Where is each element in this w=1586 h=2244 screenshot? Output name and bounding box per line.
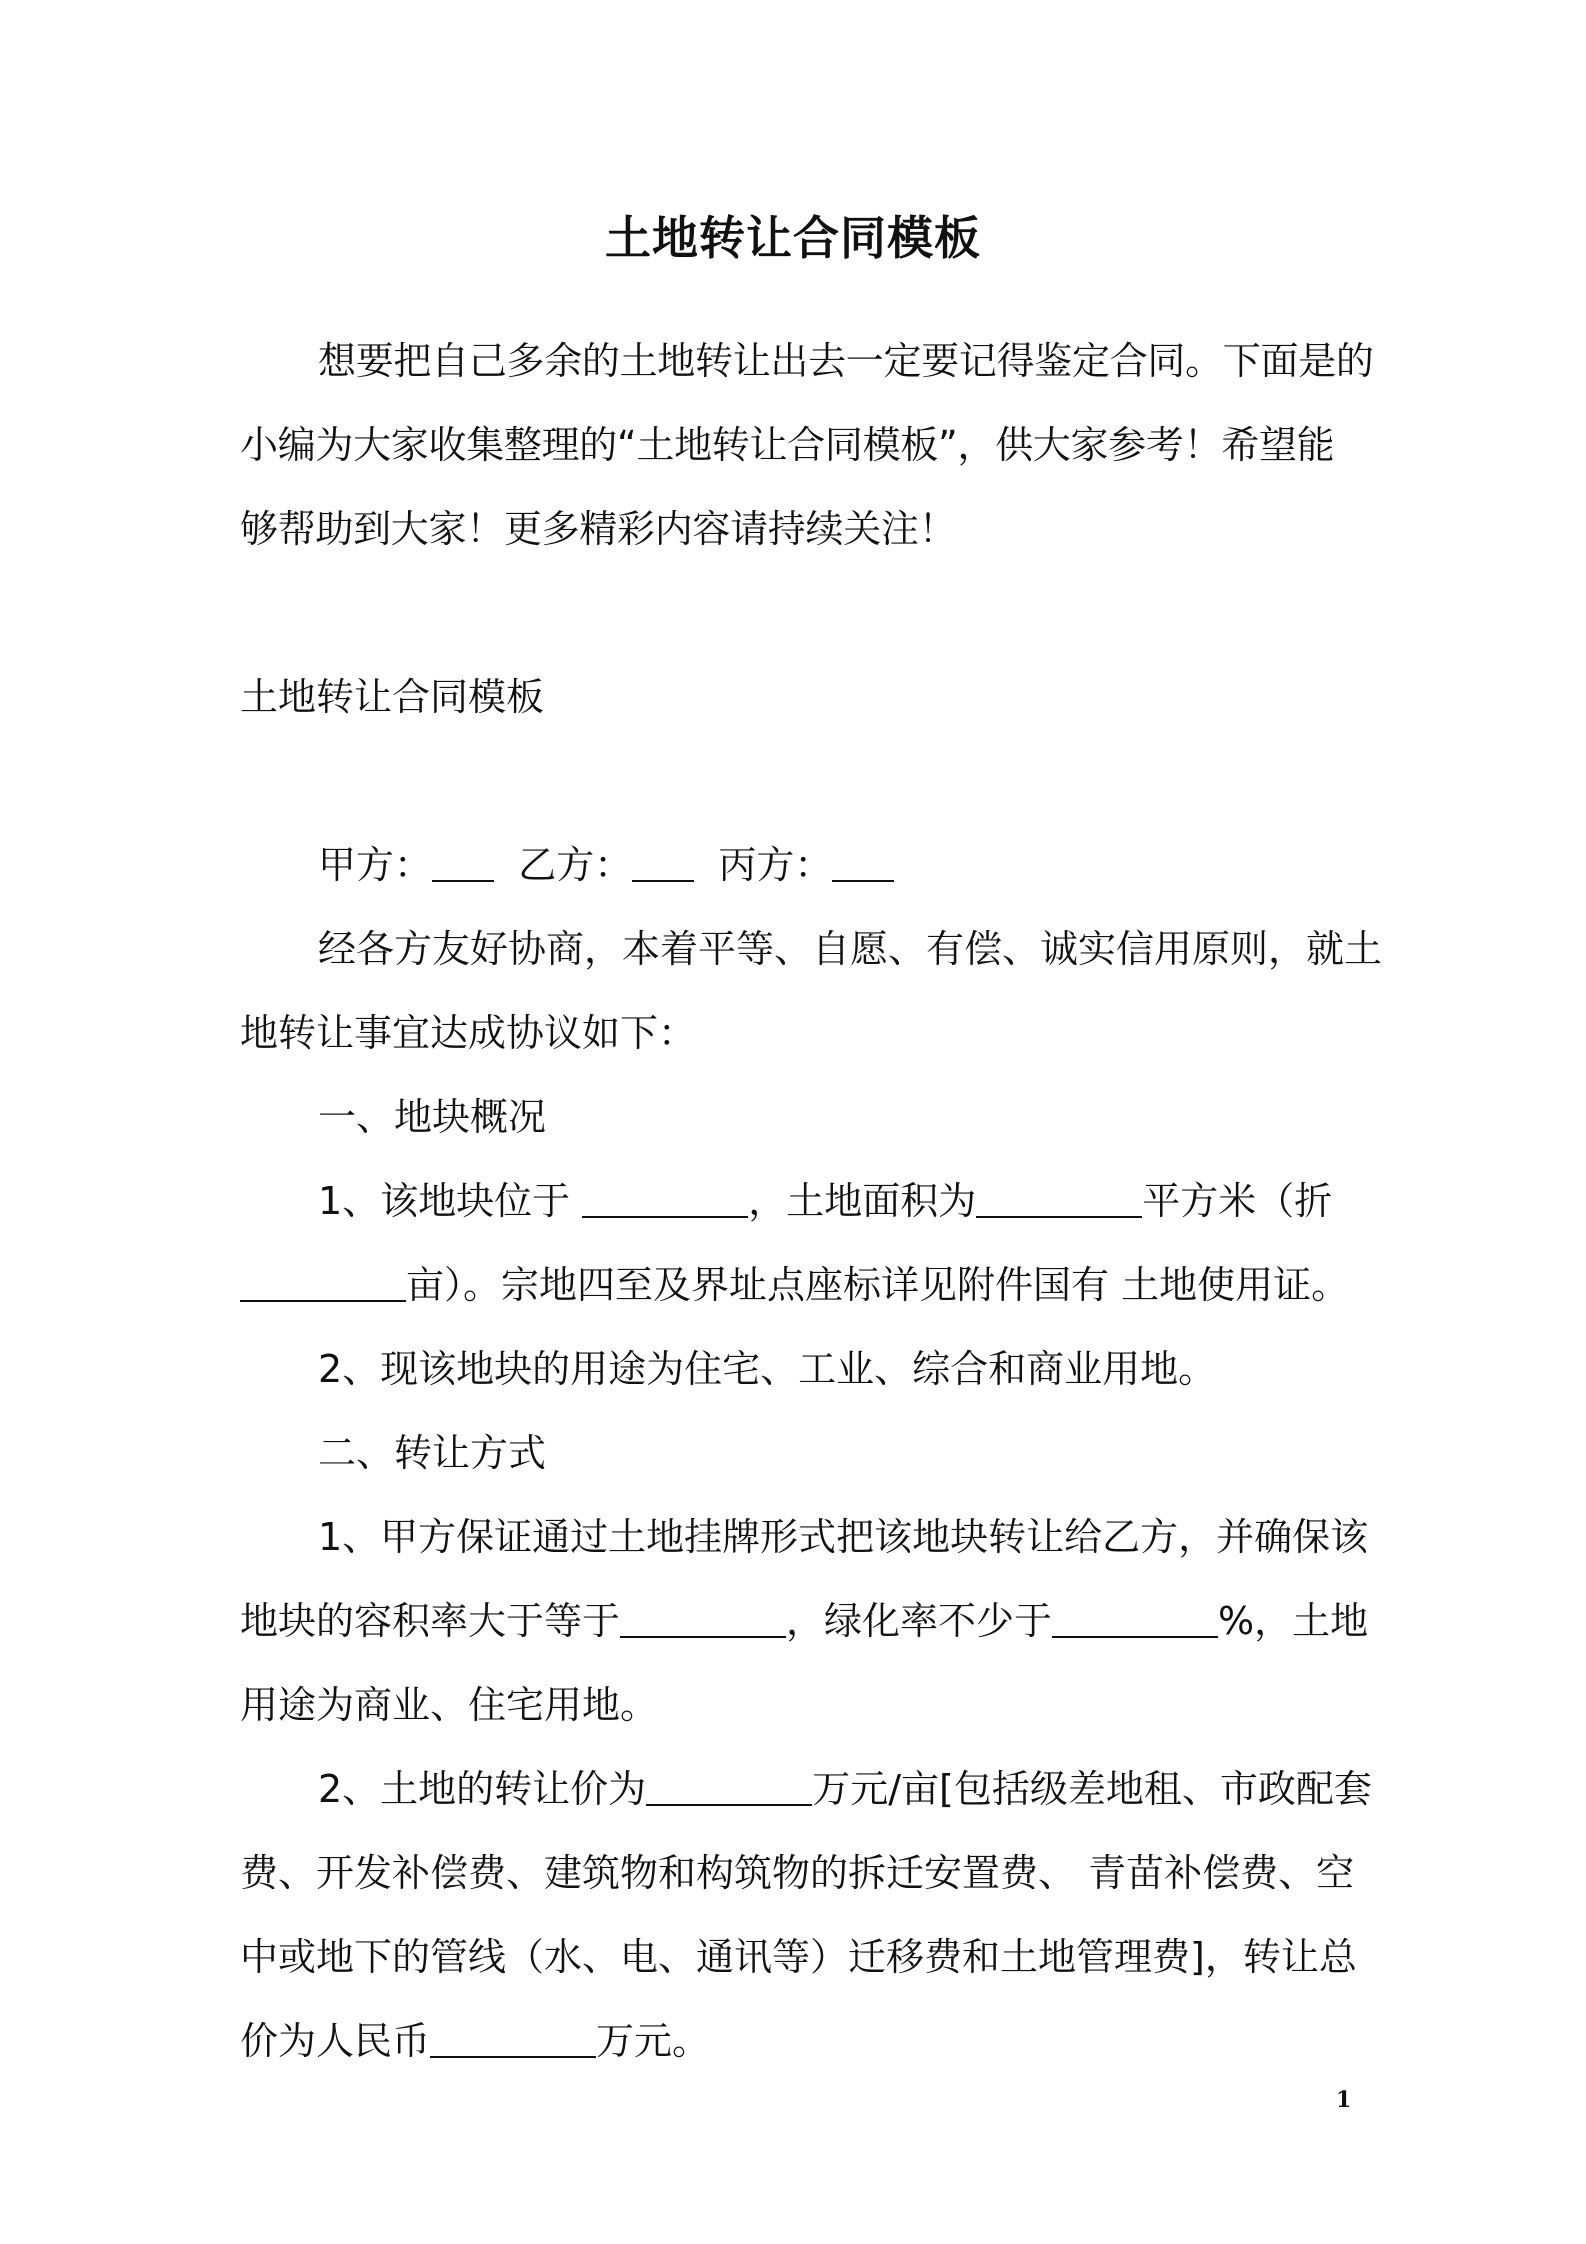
party-b-label: 乙方： [518,843,633,887]
item-text: 1、该地块位于 [318,1179,571,1223]
section-2-item-2-line-3: 中或地下的管线（水、电、通讯等）迁移费和土地管理费]，转让总 [240,1935,1357,1979]
section-2-item-2-line-1 [318,1764,1372,1814]
item-text: 万元/亩[包括级差地租、市政配套 [812,1767,1372,1811]
green-rate-blank [1052,1600,1218,1638]
section-2-heading: 二、转让方式 [318,1431,547,1475]
far-blank [620,1600,786,1638]
item-text: 价为人民币 [240,2019,431,2063]
mu-blank [240,1264,406,1302]
item-text: 2、土地的转让价为 [318,1767,647,1811]
section-2-item-1-line-2 [240,1596,1368,1646]
party-c-label: 丙方： [718,843,833,887]
intro-line-1: 想要把自己多余的土地转让出去一定要记得鉴定合同。下面是的 [318,339,1374,383]
item-text: 平方米（折 [1142,1179,1333,1223]
section-1-item-1-line-2 [240,1260,1349,1310]
item-text: 亩）。宗地四至及界址点座标详见附件国有 土地使用证。 [406,1263,1350,1307]
total-price-blank [430,2020,596,2058]
intro-line-3: 够帮助到大家！更多精彩内容请持续关注！ [240,507,957,551]
section-1-heading: 一、地块概况 [318,1095,547,1139]
party-b-blank [632,844,694,882]
parties-line [318,840,894,890]
document-title: 土地转让合同模板 [605,211,981,265]
item-text: %，土地 [1218,1599,1369,1643]
section-1-item-2: 2、现该地块的用途为住宅、工业、综合和商业用地。 [318,1347,1217,1391]
unit-price-blank [646,1768,812,1806]
contract-subtitle: 土地转让合同模板 [240,675,545,719]
item-text: 地块的容积率大于等于 [240,1599,621,1643]
item-text: ，土地面积为 [748,1179,977,1223]
section-2-item-2-line-4 [240,2016,710,2066]
area-blank [976,1180,1142,1218]
preamble-line-1: 经各方友好协商，本着平等、自愿、有偿、诚实信用原则，就土 [318,927,1383,971]
section-2-item-1-line-1: 1、甲方保证通过土地挂牌形式把该地块转让给乙方，并确保该 [318,1515,1369,1559]
page-number: 1 [1336,2087,1352,2113]
item-text: 万元。 [596,2019,711,2063]
section-1-item-1-line-1 [318,1176,1332,1226]
item-text: ，绿化率不少于 [786,1599,1053,1643]
section-2-item-2-line-2: 费、开发补偿费、建筑物和构筑物的拆迁安置费、 青苗补偿费、空 [240,1851,1355,1895]
party-a-blank [432,844,494,882]
party-c-blank [832,844,894,882]
party-a-label: 甲方： [318,843,433,887]
preamble-line-2: 地转让事宜达成协议如下： [240,1011,697,1055]
intro-line-2: 小编为大家收集整理的“土地转让合同模板”，供大家参考！希望能 [240,423,1335,467]
section-2-item-1-line-3: 用途为商业、住宅用地。 [240,1683,659,1727]
location-blank [582,1180,748,1218]
